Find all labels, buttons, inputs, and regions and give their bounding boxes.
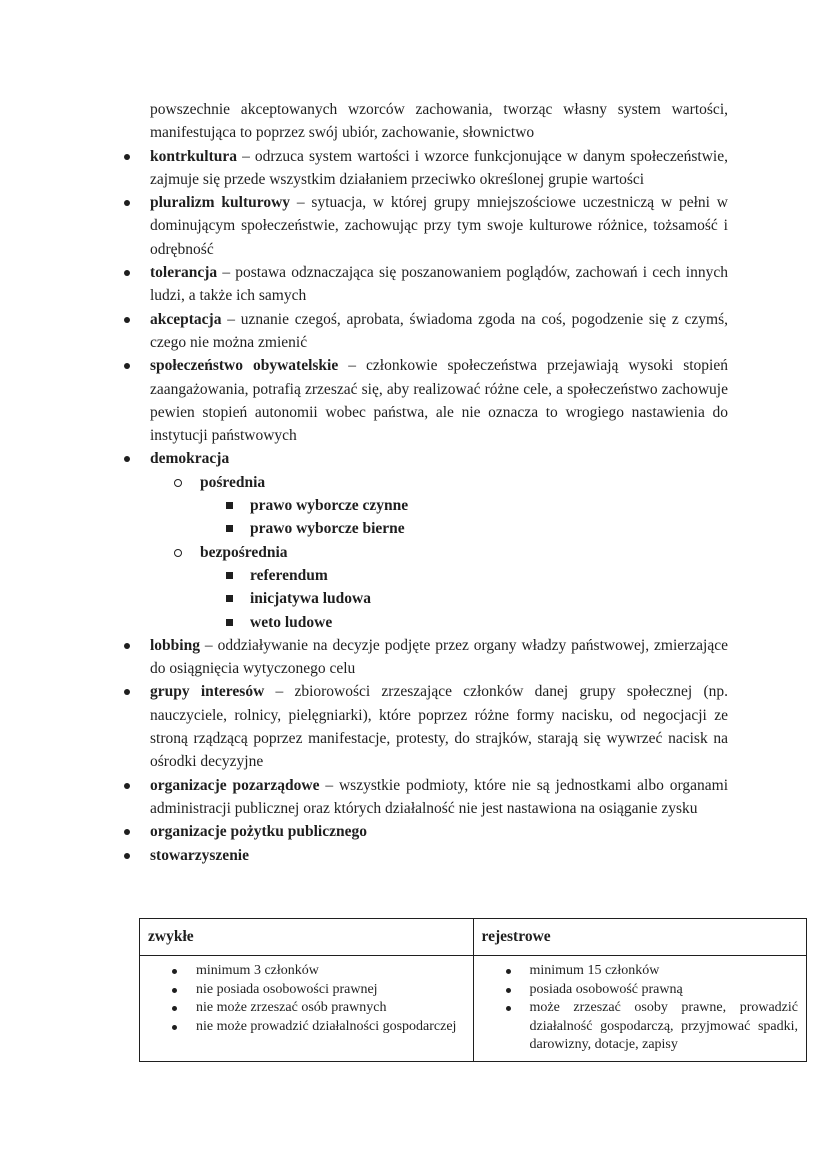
list-item-text: może zrzeszać osoby prawne, prowadzić działalność gospodarczą, przyjmować spadki, darowizny, dotacje, zapisy <box>529 1000 798 1052</box>
bullet-dot-icon <box>124 270 130 276</box>
democracy-subitem-label: referendum <box>250 566 328 584</box>
term-definition: – postawa odznaczająca się poszanowaniem poglądów, zachowań i cech innych ludzi, a także ich samych <box>150 264 728 305</box>
democracy-subitem-label: prawo wyborcze czynne <box>250 497 409 515</box>
list-item <box>148 999 465 1018</box>
table-row <box>140 956 807 1062</box>
term-definition: – oddziaływanie na decyzje podjęte przez organy władzy państwowej, zmierzające do osiągnięcia wytyczonego celu <box>150 636 728 678</box>
bullet-dot-icon <box>172 1006 177 1011</box>
term-definition: – uznanie czegoś, aprobata, świadoma zgoda na coś, pogodzenie się z czymś, czego nie można zmienić <box>150 310 728 351</box>
term-item-organizacje-pozarzadowe <box>116 774 728 821</box>
democracy-subitem-label: prawo wyborcze bierne <box>250 520 405 538</box>
democracy-subitem <box>116 611 728 634</box>
list-item <box>148 962 465 981</box>
bullet-dot-icon <box>172 1025 177 1030</box>
term-definition: – sytuacja, w której grupy mniejszościowe uczestniczą w pełni w dominującym społeczeństwie, zachowując przy tym swoje kulturowe różnice, tożsamość i odrębność <box>150 194 728 258</box>
bullet-square-icon <box>226 572 233 579</box>
term-item-pluralizm <box>116 191 728 261</box>
democracy-type-indirect <box>116 471 728 494</box>
term-definition: – odrzuca system wartości i wzorce funkcjonujące w danym społeczeństwie, zajmuje się przede wszystkim działaniem przeciwko określonej grupie wartości <box>150 147 728 188</box>
term-item-demokracja <box>116 447 728 470</box>
term-name: kontrkultura <box>150 147 237 165</box>
term-name: pluralizm kulturowy <box>150 194 291 212</box>
bullet-square-icon <box>226 502 233 509</box>
bullet-dot-icon <box>124 689 130 695</box>
democracy-type-label: bezpośrednia <box>200 543 288 561</box>
bullet-dot-icon <box>124 456 130 462</box>
list-item <box>482 999 799 1055</box>
term-definition: – zbiorowości zrzeszające członków danej grupy społecznej (np. nauczyciele, rolnicy, pielęgniarki), które poprzez różne formy nacisku, od negocjacji ze stroną rządzącą poprzez manifestacje, protesty, do strajków, starają się wywrzeć nacisk na ośrodki decyzyjne <box>150 683 728 771</box>
table-header-cell: zwykłe <box>140 919 474 956</box>
list-item-text: nie może prowadzić działalności gospodarczej <box>196 1018 457 1034</box>
list-item <box>482 981 799 1000</box>
bullet-circle-icon <box>174 479 182 487</box>
intro-continuation: powszechnie akceptowanych wzorców zachowania, tworząc własny system wartości, manifestująca to poprzez swój ubiór, zachowanie, słownictwo <box>150 101 728 142</box>
bullet-square-icon <box>226 595 233 602</box>
term-name: tolerancja <box>150 264 218 282</box>
list-item-text: nie może zrzeszać osób prawnych <box>196 1000 387 1015</box>
bullet-circle-icon <box>174 549 182 557</box>
table-header-cell: rejestrowe <box>473 919 807 956</box>
list-item-text: minimum 15 członków <box>529 963 660 978</box>
term-definition: – członkowie społeczeństwa przejawiają wysoki stopień zaangażowania, potrafią zrzeszać się, aby realizować różne cele, a społeczeństwo zachowuje pewien stopień autonomii wobec państwa, ale nie oznacza to wrogiego nastawienia do instytucji państwowych <box>150 357 728 445</box>
term-item-spoleczenstwo <box>116 354 728 447</box>
term-item-akceptacja <box>116 308 728 355</box>
term-name: lobbing <box>150 636 200 654</box>
bullet-dot-icon <box>506 1006 511 1011</box>
bullet-dot-icon <box>124 154 130 160</box>
table-cell-rejestrowe <box>473 956 807 1062</box>
democracy-subitem-label: inicjatywa ludowa <box>250 590 371 608</box>
bullet-dot-icon <box>172 969 177 974</box>
democracy-subitem <box>116 587 728 610</box>
feature-list <box>148 962 465 1036</box>
bullet-square-icon <box>226 525 233 532</box>
democracy-subitem-label: weto ludowe <box>250 613 333 631</box>
list-item <box>148 981 465 1000</box>
term-name: grupy interesów <box>150 683 265 701</box>
democracy-subitem <box>116 494 728 517</box>
term-name: organizacje pożytku publicznego <box>150 823 367 841</box>
term-item-stowarzyszenie <box>116 844 728 867</box>
term-item-opp <box>116 820 728 843</box>
term-item-tolerancja <box>116 261 728 308</box>
bullet-dot-icon <box>124 829 130 835</box>
term-item-kontrkultura <box>116 145 728 192</box>
bullet-dot-icon <box>506 988 511 993</box>
list-item <box>482 962 799 981</box>
bullet-dot-icon <box>124 200 130 206</box>
democracy-type-direct <box>116 541 728 564</box>
term-name: demokracja <box>150 450 230 468</box>
bullet-dot-icon <box>172 988 177 993</box>
bullet-dot-icon <box>124 783 130 789</box>
bullet-dot-icon <box>124 363 130 369</box>
document-content <box>116 98 728 867</box>
bullet-dot-icon <box>124 853 130 859</box>
term-name: akceptacja <box>150 310 222 328</box>
bullet-dot-icon <box>124 317 130 323</box>
democracy-subitem <box>116 517 728 540</box>
bullet-dot-icon <box>124 643 130 649</box>
bullet-dot-icon <box>506 969 511 974</box>
list-item-text: nie posiada osobowości prawnej <box>196 981 378 997</box>
list-item <box>148 1018 465 1037</box>
list-item-text: posiada osobowość prawną <box>529 981 683 997</box>
term-item-lobbing <box>116 634 728 681</box>
democracy-type-label: pośrednia <box>200 473 266 491</box>
table-header-row <box>140 919 807 956</box>
table-cell-zwykle <box>140 956 474 1062</box>
term-definition: – wszystkie podmioty, które nie są jednostkami albo organami administracji publicznej oraz których działalność nie jest nastawiona na osiąganie zysku <box>150 776 728 817</box>
term-name: stowarzyszenie <box>150 846 249 864</box>
democracy-subitem <box>116 564 728 587</box>
feature-list <box>482 962 799 1055</box>
term-item-grupy-interesow <box>116 680 728 773</box>
bullet-square-icon <box>226 619 233 626</box>
list-item-text: minimum 3 członków <box>196 963 319 978</box>
term-name: społeczeństwo obywatelskie <box>150 357 339 375</box>
term-name: organizacje pozarządowe <box>150 776 320 794</box>
association-comparison-table <box>139 918 807 1062</box>
